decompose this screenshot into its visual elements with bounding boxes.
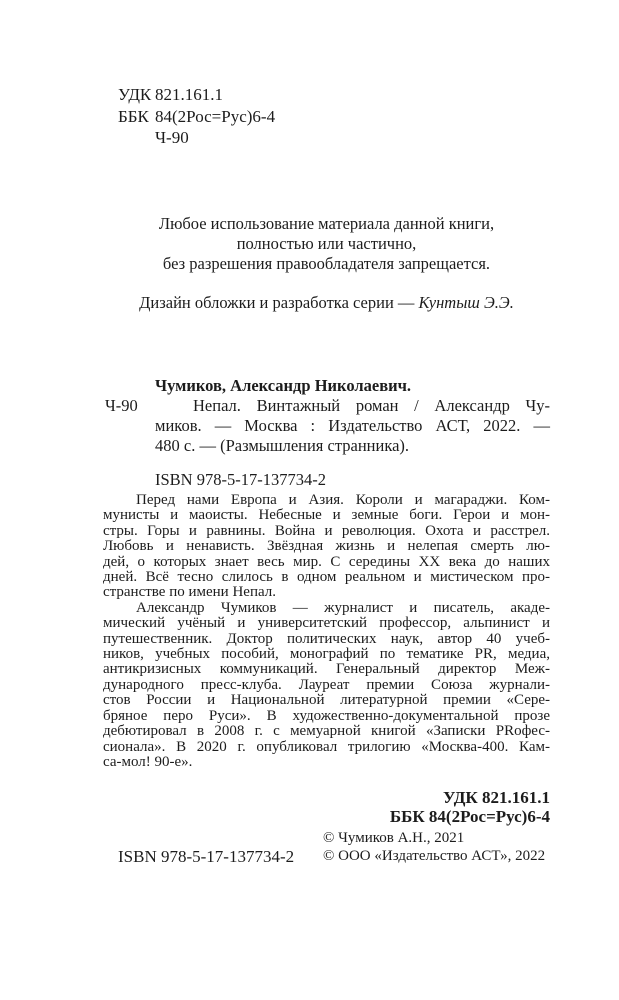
catalog-title-line: Непал. Винтажный роман / Александр Чу- [193, 396, 550, 415]
annotation-line: дународного пресс-клуба. Лауреат премии Союза журнали- [103, 676, 550, 693]
catalog-author-code: Ч-90 [105, 396, 138, 415]
top-bibliographic-codes [118, 84, 275, 149]
annotation-line: мунисты и маоисты. Небесные и земные боги. Герои и мон- [103, 507, 550, 524]
rights-notice-line: Любое использование материала данной книги, [158, 214, 495, 233]
annotation-line: дней. Всё тесно слилось в одном реальном и мистическом про- [103, 569, 550, 586]
rights-notice-line: без разрешения правообладателя запрещается. [162, 254, 491, 273]
catalog-line-3: 480 с. — (Размышления странника). [155, 436, 410, 455]
copyright-author: © Чумиков А.Н., 2021 [323, 830, 465, 846]
copyright-publisher: © ООО «Издательство АСТ», 2022 [323, 847, 546, 864]
annotation-line: стов России и Национальной литературной премии «Сере- [103, 692, 550, 709]
annotation-line: Александр Чумиков — журналист и писатель, акаде- [136, 599, 550, 616]
catalog-isbn: ISBN 978-5-17-137734-2 [155, 470, 326, 489]
catalog-line-1 [105, 396, 550, 416]
rights-notice [103, 214, 550, 274]
annotation-line: странстве по имени Непал. [103, 584, 276, 601]
catalog-author: Чумиков, Александр Николаевич. [155, 376, 412, 395]
annotation-line: стры. Горы и равнины. Война и революция. Охота и расстрел. [103, 522, 550, 539]
designer-name: Кунтыш Э.Э. [418, 293, 514, 312]
annotation-line: Любовь и ненависть. Звёздная жизнь и нелепая смерть лю- [103, 538, 550, 555]
bottom-isbn: ISBN 978-5-17-137734-2 [118, 847, 295, 866]
design-credit-text: Дизайн обложки и разработка серии — [139, 293, 419, 312]
udc-value: 821.161.1 [155, 85, 223, 104]
annotation-line: мический учёный и университетский профессор, альпинист и [103, 615, 550, 632]
udc-line [118, 84, 275, 106]
bottom-bibliographic-codes [103, 789, 550, 826]
bbk-line [118, 106, 275, 128]
annotation-line: антикризисных коммуникаций. Генеральный директор Меж- [103, 661, 550, 678]
annotation-line: сионала». В 2020 г. опубликовал трилогию «Москва-400. Кам- [103, 738, 550, 755]
annotation-line: са-мол! 90-е». [103, 753, 193, 770]
bottom-bbk: ББК 84(2Рос=Рус)6-4 [389, 806, 550, 826]
annotation-line: ников, учебных пособий, монографий по тематике PR, медиа, [103, 646, 550, 663]
bbk-label: ББК [118, 106, 149, 126]
annotation-paragraph-2 [103, 601, 550, 770]
catalog-line-2: миков. — Москва : Издательство АСТ, 2022. — [155, 416, 550, 435]
rights-notice-line: полностью или частично, [236, 234, 417, 253]
bottom-udc: УДК 821.161.1 [442, 788, 550, 807]
annotation-paragraph-1 [103, 493, 550, 601]
author-code: Ч-90 [155, 128, 189, 148]
annotation-line: бряное перо Руси». В художественно-документальной прозе [103, 707, 550, 724]
annotation-line: Перед нами Европа и Азия. Короли и магараджи. Ком- [136, 492, 550, 508]
udc-label: УДК [118, 85, 152, 104]
annotation-line: дебютировал в 2008 г. с мемуарной книгой «Записки PRофес- [103, 723, 550, 740]
catalog-entry [105, 376, 550, 490]
bbk-value: 84(2Рос=Рус)6-4 [155, 106, 276, 126]
copyright-block [323, 830, 545, 865]
annotation-line: дей, о которых знает весь мир. С середины XX века до наших [103, 553, 550, 570]
design-credit [103, 293, 550, 313]
annotation-line: путешественник. Доктор политических наук, автор 40 учеб- [103, 630, 550, 647]
annotation [103, 493, 550, 770]
author-code-line [118, 127, 275, 149]
